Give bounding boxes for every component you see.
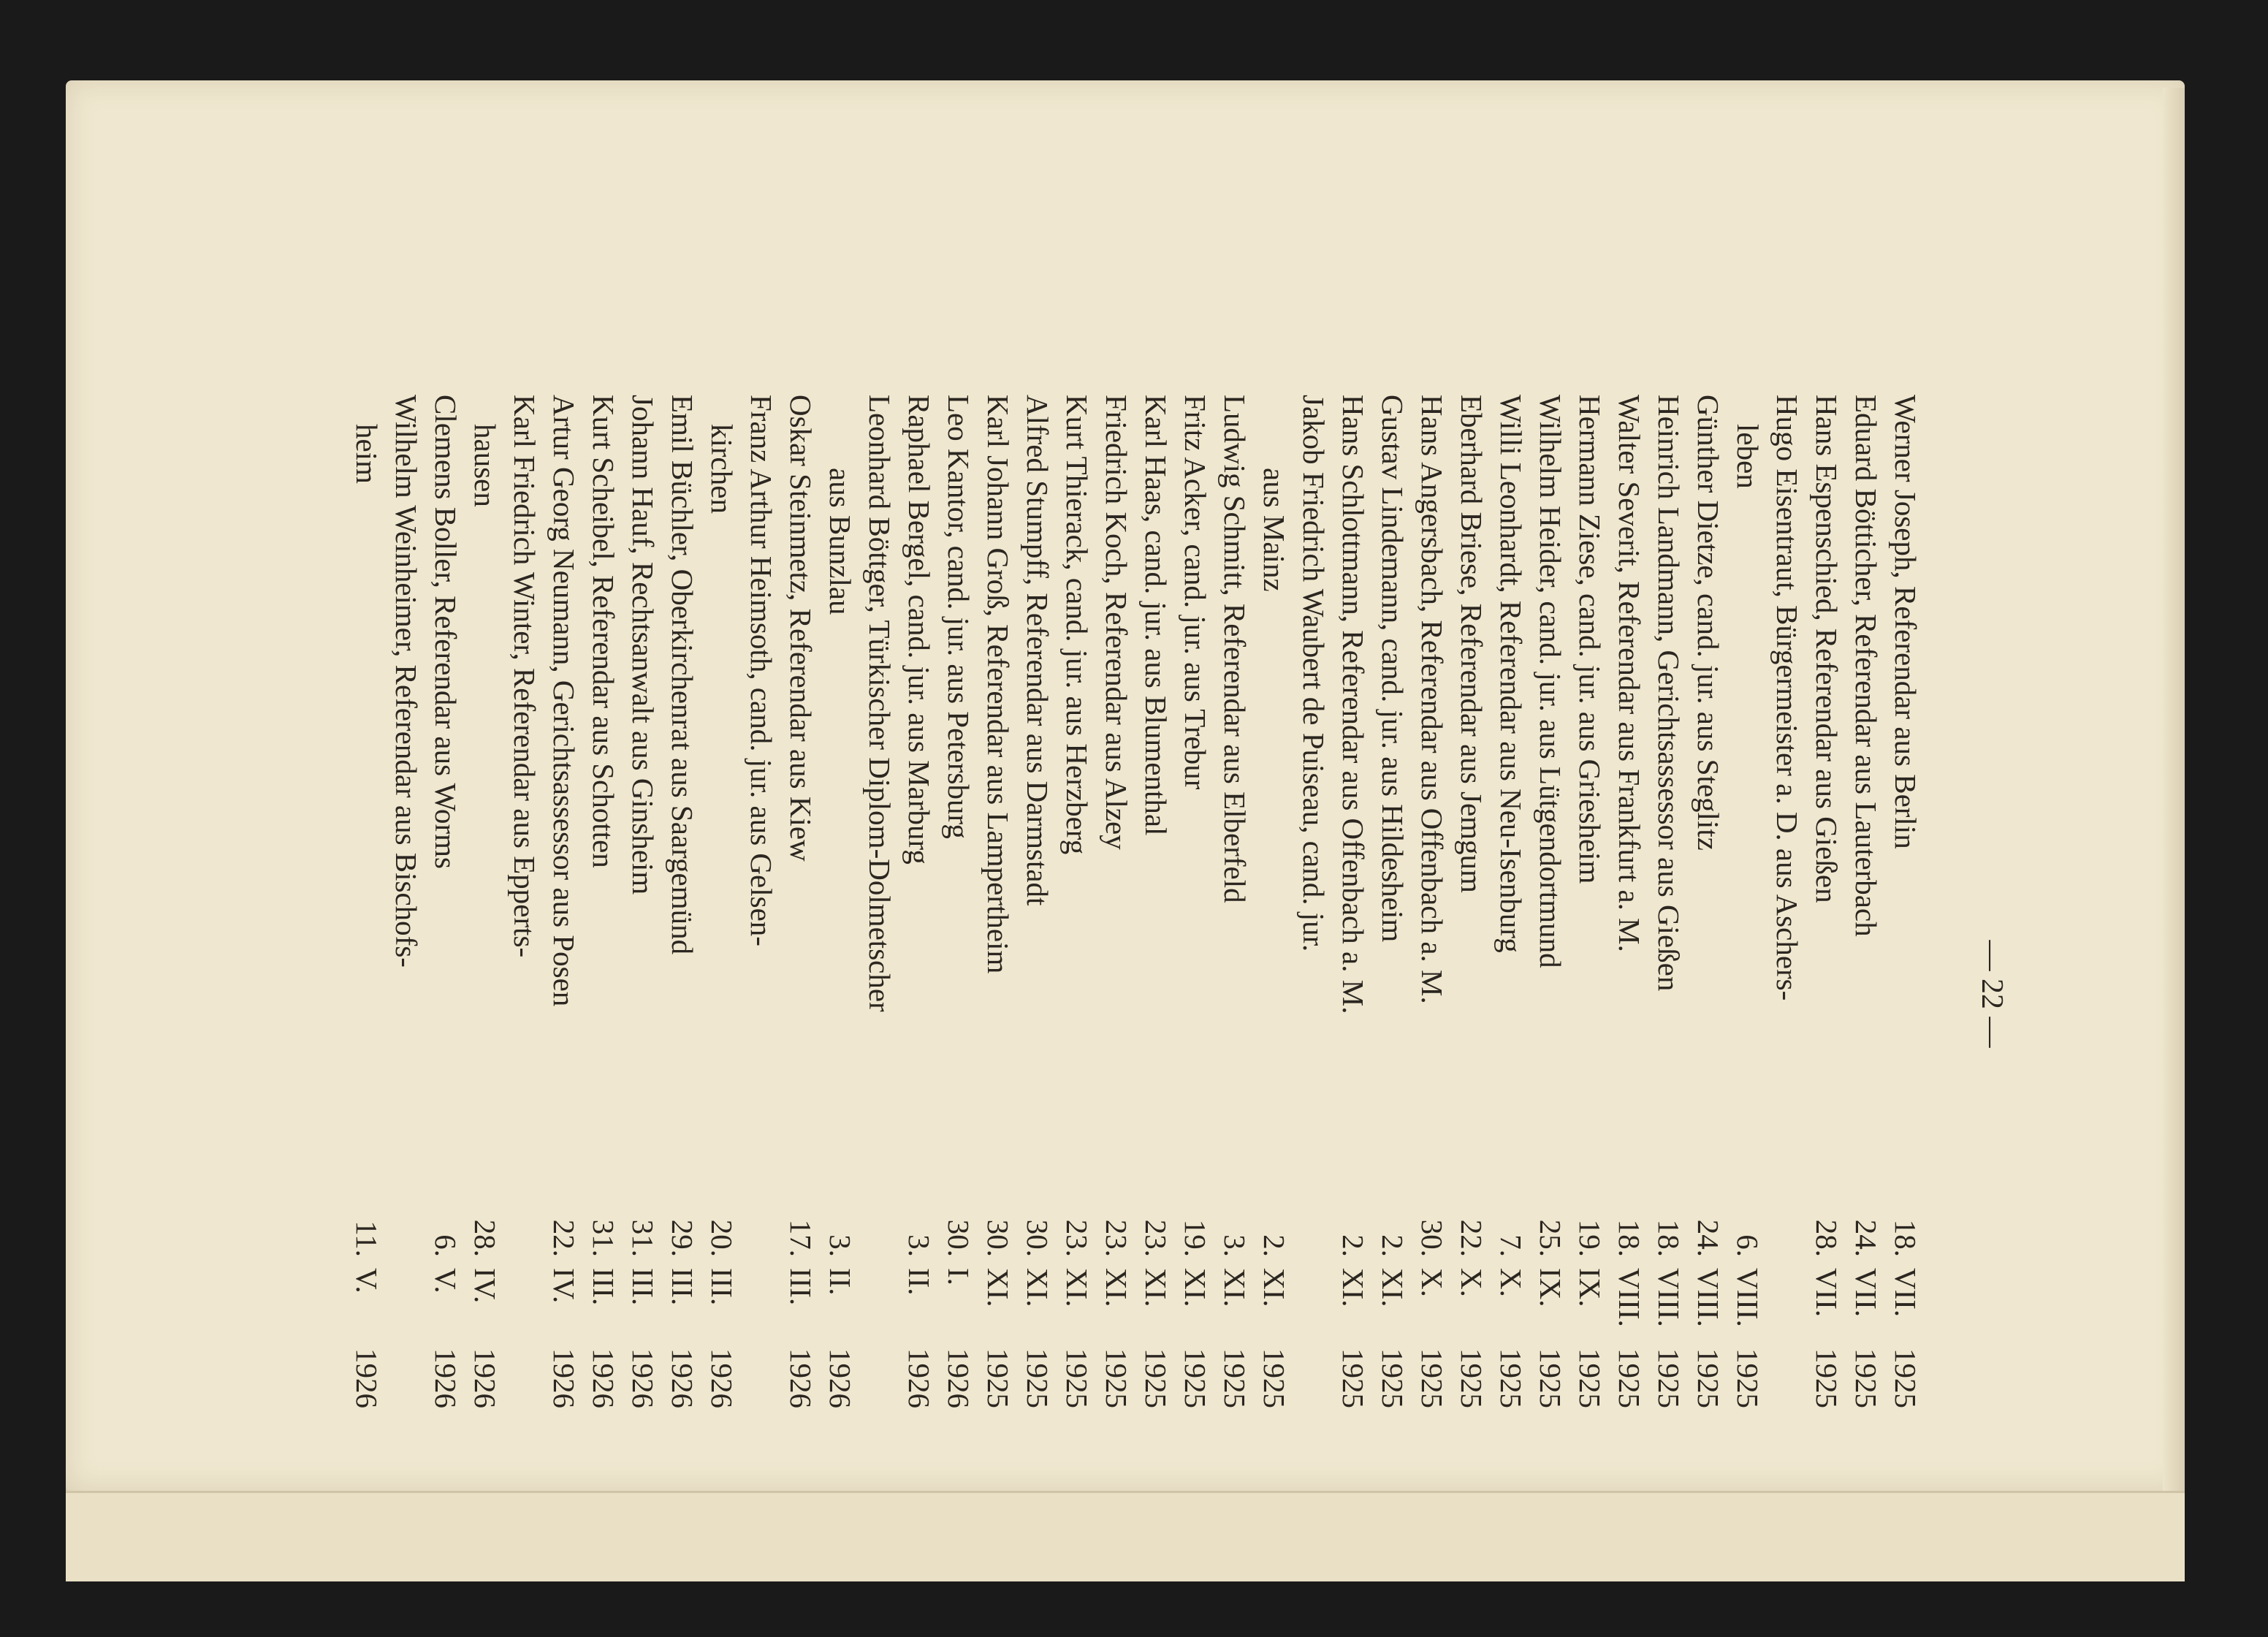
page-edge-right [2163,88,2185,1491]
list-item [1846,395,1886,1637]
list-item [1057,395,1097,1637]
entry-name: heim [350,424,384,484]
entry-day: 17. [784,1219,818,1257]
entry-month: VIII. [1731,1268,1765,1327]
entry-day: 31. [626,1219,660,1257]
entry-name: Alfred Stumpff, Referendar aus Darmstadt [1021,395,1054,906]
entry-day: 18. [1652,1219,1686,1257]
entry-day: 30. [942,1219,975,1257]
list-item [347,395,387,1637]
entry-year: 1925 [1021,1348,1054,1408]
entry-month: V. [350,1268,384,1294]
entry-day: 23. [1060,1219,1094,1257]
list-item [1333,395,1373,1637]
list-item [821,395,860,1637]
entry-name: leben [1731,424,1765,489]
entry-year: 1926 [784,1348,818,1408]
entry-month: XI. [1139,1268,1173,1307]
rotated-text-block [329,395,2009,1637]
entry-day: 3. [902,1234,936,1257]
entry-name: hausen [468,424,502,507]
entry-year: 1925 [1731,1348,1765,1408]
member-list [347,395,1925,1637]
list-item [1570,395,1610,1637]
entry-day: 19. [1179,1219,1212,1257]
entry-month: III. [666,1268,699,1306]
entry-name: Willi Leonhardt, Referendar aus Neu-Isenburg [1494,395,1528,953]
entry-year: 1925 [1100,1348,1133,1408]
list-item [1767,395,1807,1637]
entry-name: Kurt Scheibel, Referendar aus Schotten [587,395,620,868]
list-item [387,395,426,1637]
entry-year: 1926 [705,1348,739,1408]
list-item [1807,395,1846,1637]
entry-year: 1925 [1534,1348,1567,1408]
entry-month: X. [1415,1268,1449,1297]
entry-year: 1925 [1652,1348,1686,1408]
entry-day: 19. [1573,1219,1607,1257]
entry-year: 1925 [1849,1348,1883,1408]
list-item [742,395,781,1637]
entry-day: 23. [1139,1219,1173,1257]
list-item [663,395,702,1637]
list-item [1136,395,1176,1637]
entry-month: XI. [981,1268,1015,1307]
list-item [899,395,939,1637]
entry-year: 1925 [1257,1348,1291,1408]
entry-name: Eduard Bötticher, Referendar aus Lauterbach [1849,395,1883,937]
entry-year: 1925 [981,1348,1015,1408]
entry-name: Fritz Acker, cand. jur. aus Trebur [1179,395,1212,790]
entry-name: Gustav Lindemann, cand. jur. aus Hildesheim [1376,395,1409,943]
entry-year: 1925 [1415,1348,1449,1408]
list-item [465,395,505,1637]
entry-year: 1925 [1218,1348,1252,1408]
entry-month: XI. [1021,1268,1054,1307]
entry-month: II. [902,1268,936,1296]
list-item [1491,395,1531,1637]
entry-month: VIII. [1613,1268,1646,1327]
entry-name: Kurt Thierack, cand. jur. aus Herzberg [1060,395,1094,855]
entry-month: III. [587,1268,620,1306]
entry-name: Walter Severit, Referendar aus Frankfurt a. M. [1613,395,1646,952]
list-item [1886,395,1925,1637]
entry-month: X. [1455,1268,1488,1297]
entry-year: 1926 [626,1348,660,1408]
list-item [623,395,663,1637]
entry-year: 1925 [1139,1348,1173,1408]
entry-day: 24. [1849,1219,1883,1257]
entry-month: III. [784,1268,818,1306]
entry-month: III. [705,1268,739,1306]
entry-name: aus Mainz [1257,468,1291,592]
entry-day: 28. [1810,1219,1843,1257]
list-item [1294,395,1333,1637]
entry-year: 1925 [1810,1348,1843,1408]
entry-name: Clemens Boller, Referendar aus Worms [429,395,463,869]
entry-year: 1926 [429,1348,463,1408]
entry-name: Wilhelm Weinheimer, Referendar aus Bischofs- [389,395,423,968]
entry-name: Werner Joseph, Referendar aus Berlin [1889,395,1922,849]
entry-month: XI. [1376,1268,1409,1307]
entry-day: 18. [1889,1219,1922,1257]
entry-month: XI. [1100,1268,1133,1307]
entry-name: Karl Johann Groß, Referendar aus Lampertheim [981,395,1015,974]
entry-name: Artur Georg Neumann, Gerichtsassessor aus Posen [547,395,581,1007]
entry-day: 6. [429,1234,463,1257]
list-item [1215,395,1255,1637]
entry-day: 30. [1415,1219,1449,1257]
entry-year: 1925 [1692,1348,1725,1408]
entry-name: Karl Friedrich Winter, Referendar aus Epperts- [508,395,541,958]
list-item [978,395,1018,1637]
entry-year: 1925 [1889,1348,1922,1408]
entry-month: I. [942,1268,975,1285]
entry-day: 28. [468,1219,502,1257]
list-item [939,395,978,1637]
entry-day: 3. [823,1234,857,1257]
list-item [1097,395,1136,1637]
entry-name: Hans Schlottmann, Referendar aus Offenbach a. M. [1336,395,1370,1014]
list-item [1255,395,1294,1637]
entry-month: V. [429,1268,463,1294]
entry-year: 1925 [1179,1348,1212,1408]
entry-month: XI. [1179,1268,1212,1307]
list-item [584,395,623,1637]
entry-month: VIII. [1652,1268,1686,1327]
entry-name: Wilhelm Heider, cand. jur. aus Lütgendortmund [1534,395,1567,968]
entry-day: 2. [1376,1234,1409,1257]
entry-day: 30. [1021,1219,1054,1257]
list-item [1018,395,1057,1637]
entry-day: 25. [1534,1219,1567,1257]
entry-year: 1926 [350,1348,384,1408]
entry-name: Jakob Friedrich Waubert de Puiseau, cand. jur. [1297,395,1331,952]
entry-name: Emil Büchler, Oberkirchenrat aus Saargemünd [666,395,699,955]
entry-month: IV. [547,1268,581,1304]
entry-day: 11. [350,1220,384,1257]
entry-day: 6. [1731,1234,1765,1257]
list-item [544,395,584,1637]
list-item [781,395,821,1637]
entry-day: 7. [1494,1234,1528,1257]
list-item [426,395,465,1637]
entry-name: Heinrich Landmann, Gerichtsassessor aus Gießen [1652,395,1686,992]
entry-name: Friedrich Koch, Referendar aus Alzey [1100,395,1133,850]
entry-day: 2. [1336,1234,1370,1257]
entry-year: 1926 [666,1348,699,1408]
entry-year: 1925 [1573,1348,1607,1408]
entry-month: XI. [1060,1268,1094,1307]
entry-month: VII. [1889,1268,1922,1318]
entry-month: XI. [1218,1268,1252,1307]
entry-year: 1926 [902,1348,936,1408]
entry-day: 22. [1455,1219,1488,1257]
list-item [1610,395,1649,1637]
page-number: — 22 — [1975,940,2009,1048]
entry-year: 1926 [587,1348,620,1408]
entry-name: Ludwig Schmitt, Referendar aus Elberfeld [1218,395,1252,903]
entry-year: 1925 [1336,1348,1370,1408]
entry-day: 18. [1613,1219,1646,1257]
list-item [505,395,544,1637]
entry-name: aus Bunzlau [823,468,857,615]
entry-name: kirchen [705,424,739,514]
entry-name: Günther Dietze, cand. jur. aus Steglitz [1692,395,1725,851]
entry-year: 1925 [1376,1348,1409,1408]
list-item [1373,395,1412,1637]
entry-year: 1925 [1494,1348,1528,1408]
entry-day: 23. [1100,1219,1133,1257]
entry-name: Leonhard Böttger, Türkischer Diplom-Dolmetscher [863,395,897,1012]
entry-name: Leo Kantor, cand. jur. aus Petersburg [942,395,975,839]
entry-name: Johann Hauf, Rechtsanwalt aus Ginsheim [626,395,660,895]
entry-day: 20. [705,1219,739,1257]
list-item [1649,395,1689,1637]
entry-name: Hermann Ziese, cand. jur. aus Griesheim [1573,395,1607,884]
entry-month: VII. [1849,1268,1883,1318]
entry-month: VII. [1810,1268,1843,1318]
entry-month: IX. [1573,1268,1607,1307]
entry-name: Eberhard Briese, Referendar aus Jemgum [1455,395,1488,893]
entry-month: IV. [468,1268,502,1304]
entry-year: 1925 [1455,1348,1488,1408]
list-item [702,395,742,1637]
entry-day: 29. [666,1219,699,1257]
entry-month: XI. [1336,1268,1370,1307]
entry-month: X. [1494,1268,1528,1297]
list-item [1689,395,1728,1637]
entry-day: 2. [1257,1234,1291,1257]
entry-year: 1925 [1613,1348,1646,1408]
entry-month: VIII. [1692,1268,1725,1327]
list-item [1176,395,1215,1637]
entry-month: XI. [1257,1268,1291,1307]
entry-year: 1926 [468,1348,502,1408]
entry-day: 31. [587,1219,620,1257]
list-item [860,395,899,1637]
entry-year: 1926 [942,1348,975,1408]
entry-month: IX. [1534,1268,1567,1307]
entry-month: III. [626,1268,660,1306]
list-item [1452,395,1491,1637]
entry-name: Oskar Steinmetz, Referendar aus Kiew [784,395,818,862]
entry-name: Hans Espenschied, Referendar aus Gießen [1810,395,1843,903]
entry-month: II. [823,1268,857,1296]
list-item [1412,395,1452,1637]
list-item [1728,395,1767,1637]
entry-day: 24. [1692,1219,1725,1257]
entry-name: Raphael Bergel, cand. jur. aus Marburg [902,395,936,865]
entry-name: Karl Haas, cand. jur. aus Blumenthal [1139,395,1173,836]
entry-name: Hans Angersbach, Referendar aus Offenbach a. M. [1415,395,1449,1004]
list-item [1531,395,1570,1637]
entry-day: 22. [547,1219,581,1257]
entry-year: 1926 [547,1348,581,1408]
entry-name: Franz Arthur Heimsoth, cand. jur. aus Gelsen- [745,395,778,946]
entry-day: 30. [981,1219,1015,1257]
entry-year: 1925 [1060,1348,1094,1408]
entry-year: 1926 [823,1348,857,1408]
entry-name: Hugo Eisentraut, Bürgermeister a. D. aus Aschers- [1770,395,1804,1001]
entry-day: 3. [1218,1234,1252,1257]
